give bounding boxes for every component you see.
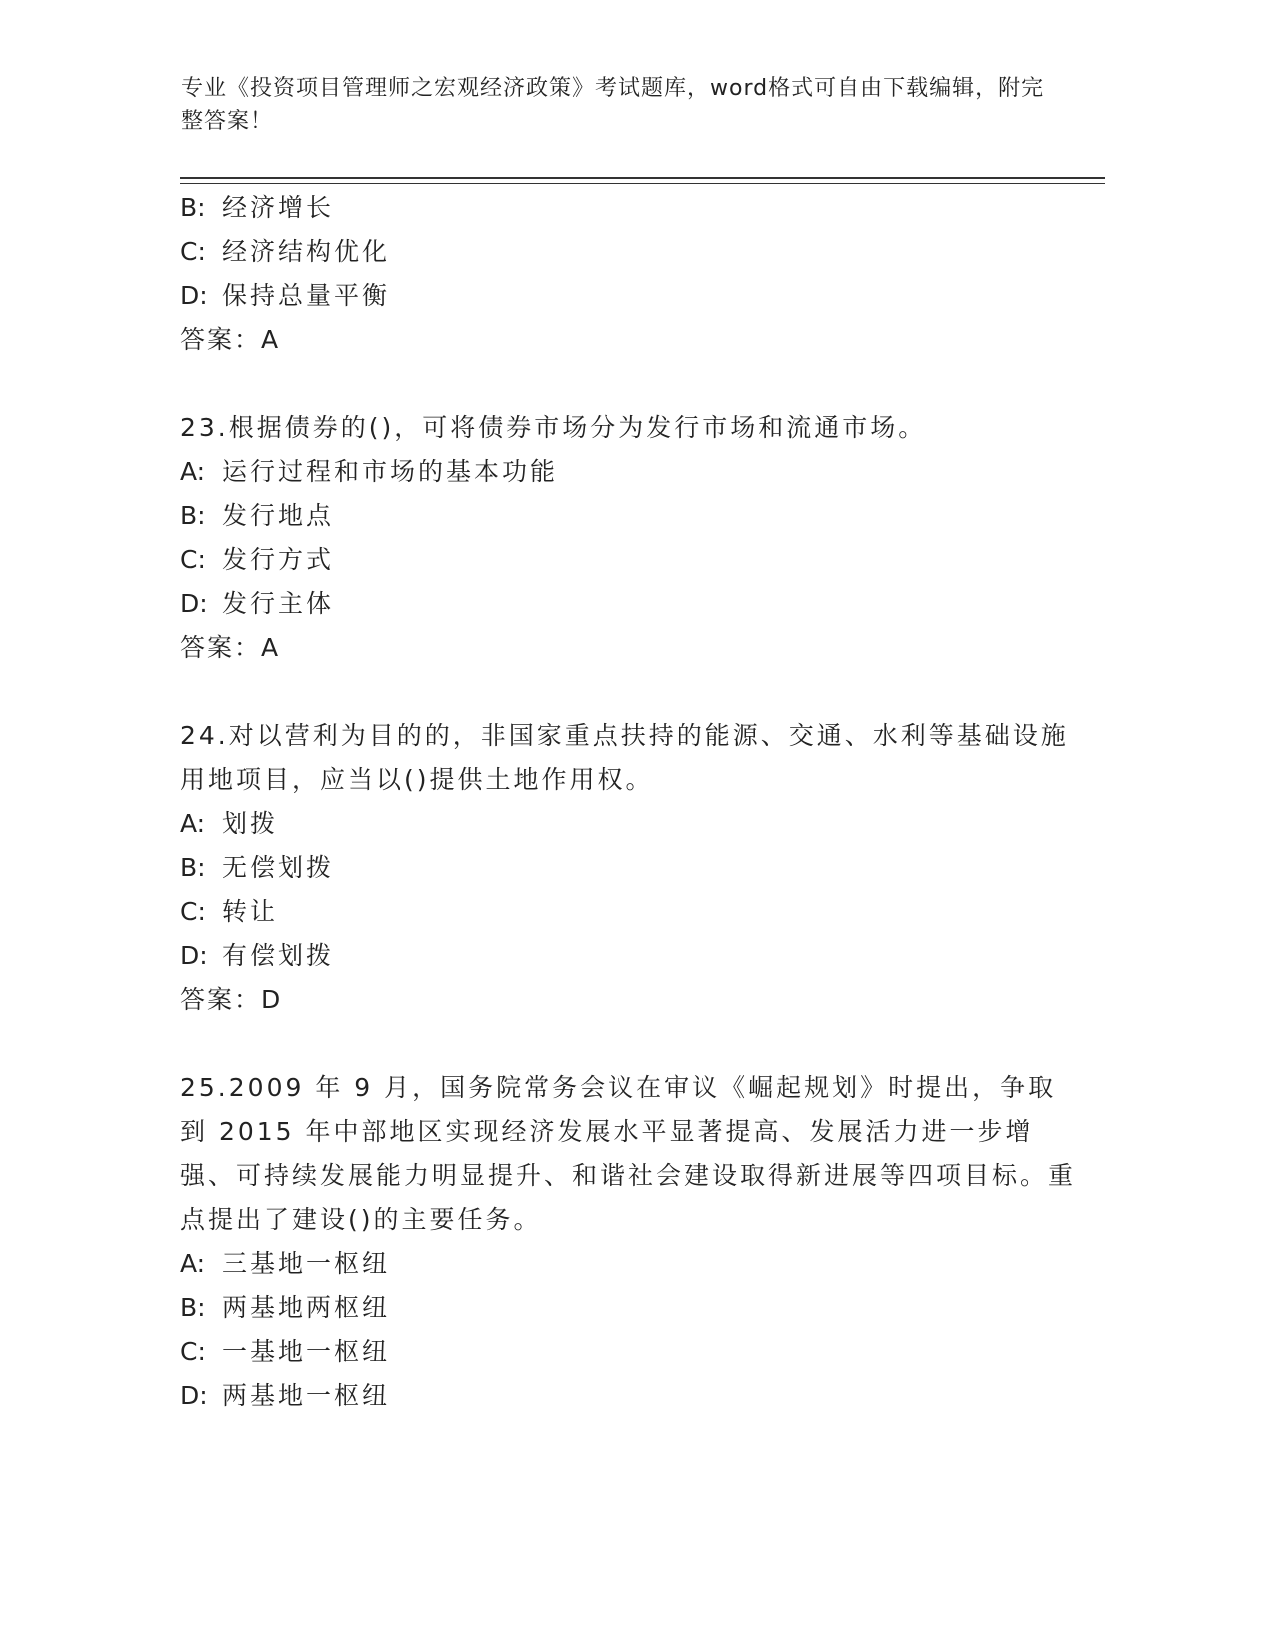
option-text: 三基地一枢纽 [222,1249,391,1278]
option-letter: C: [180,897,206,926]
option-text: 转让 [222,897,279,926]
option-c [180,1330,1080,1374]
option-letter: B: [180,501,206,530]
option-text: 划拨 [222,809,279,838]
option-text: 发行主体 [222,589,335,618]
option-text: 无偿划拨 [222,853,335,882]
document-header: 专业《投资项目管理师之宏观经济政策》考试题库，word格式可自由下载编辑，附完整答案！ [181,76,1045,134]
option-text: 两基地一枢纽 [222,1381,391,1410]
option-letter: C: [180,237,206,266]
option-b [180,494,1080,538]
option-d [180,1374,1080,1418]
question-block-25 [180,1066,1080,1418]
option-c [180,538,1080,582]
option-letter: C: [180,545,206,574]
option-a [180,1242,1080,1286]
answer-line: 答案：D [180,985,283,1014]
option-text: 发行方式 [222,545,335,574]
option-letter: A: [180,457,206,486]
option-text: 发行地点 [222,501,335,530]
spacer [180,670,1080,714]
question-block-prev [180,186,1080,362]
option-letter: D: [180,281,208,310]
option-letter: B: [180,1293,206,1322]
option-letter: B: [180,193,206,222]
spacer [180,362,1080,406]
header-divider [180,177,1105,184]
question-stem: 25.2009 年 9 月，国务院常务会议在审议《崛起规划》时提出，争取到 2015 年中部地区实现经济发展水平显著提高、发展活力进一步增强、可持续发展能力明显提升、和谐社会建设取得新进展等四项目标。重点提出了建设()的主要任务。 [180,1073,1077,1234]
option-letter: A: [180,1249,206,1278]
option-text: 两基地两枢纽 [222,1293,391,1322]
option-c [180,230,1080,274]
option-b [180,1286,1080,1330]
question-content [180,186,1080,1418]
option-d [180,274,1080,318]
option-letter: D: [180,941,208,970]
option-b [180,846,1080,890]
option-text: 经济增长 [222,193,335,222]
option-text: 有偿划拨 [222,941,335,970]
answer-line: 答案：A [180,633,281,662]
option-b [180,186,1080,230]
question-stem: 23.根据债券的()，可将债券市场分为发行市场和流通市场。 [180,413,927,442]
answer-line: 答案：A [180,325,281,354]
option-c [180,890,1080,934]
option-text: 一基地一枢纽 [222,1337,391,1366]
option-letter: D: [180,1381,208,1410]
option-a [180,450,1080,494]
option-text: 经济结构优化 [222,237,391,266]
option-d [180,582,1080,626]
option-text: 保持总量平衡 [222,281,391,310]
question-block-23 [180,406,1080,670]
option-letter: A: [180,809,206,838]
option-d [180,934,1080,978]
option-a [180,802,1080,846]
option-letter: B: [180,853,206,882]
option-text: 运行过程和市场的基本功能 [222,457,559,486]
spacer [180,1022,1080,1066]
question-stem: 24.对以营利为目的的，非国家重点扶持的能源、交通、水利等基础设施用地项目，应当以()提供土地作用权。 [180,721,1069,794]
question-block-24 [180,714,1080,1022]
option-letter: D: [180,589,208,618]
option-letter: C: [180,1337,206,1366]
